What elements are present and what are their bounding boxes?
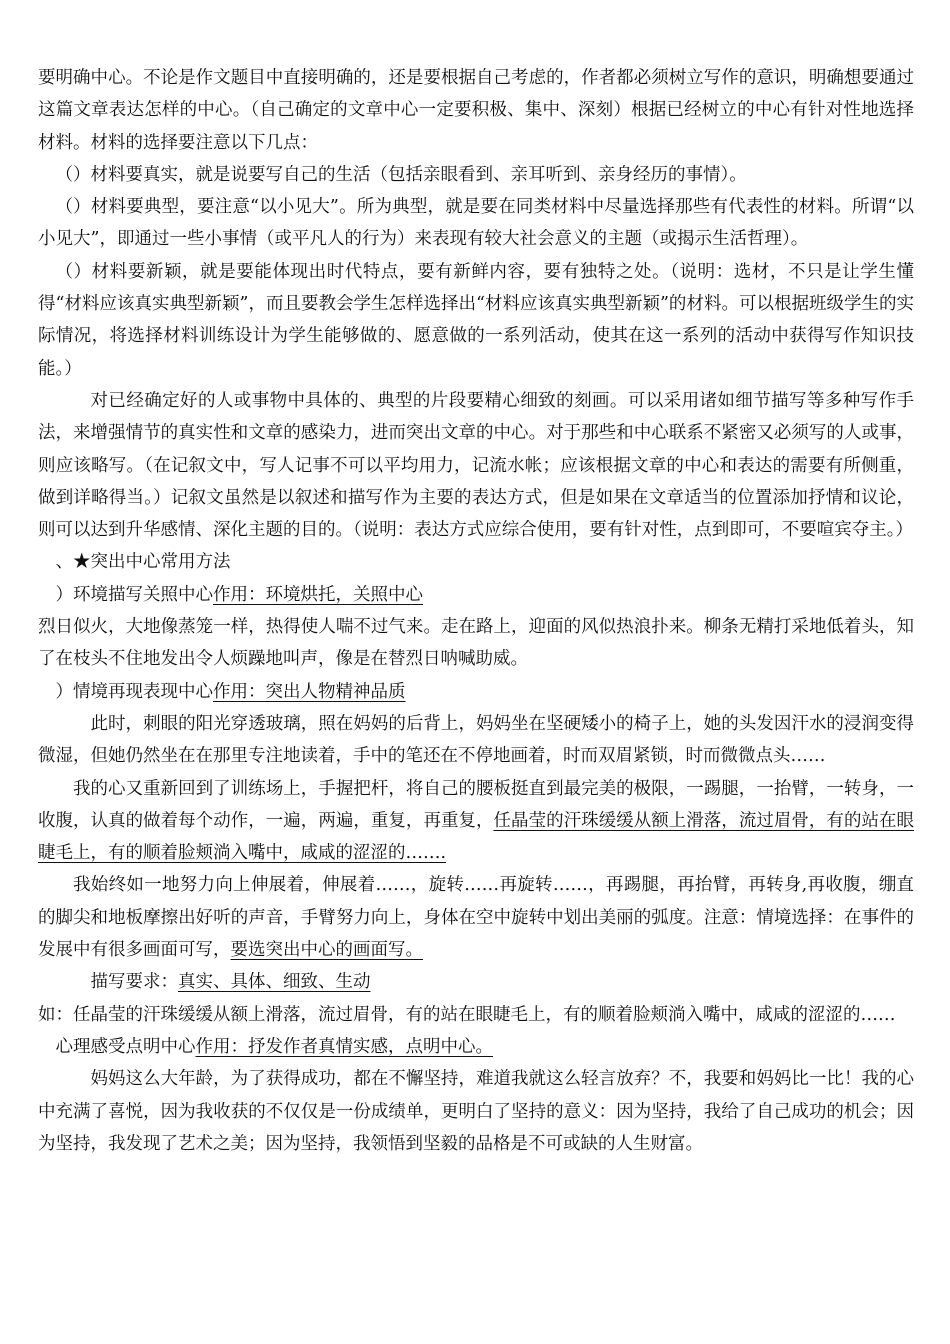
subheading-function-underlined: 作用：抒发作者真情实感，点明中心。 [195, 1036, 493, 1057]
subheading-text: ）情境再现表现中心 [55, 681, 213, 702]
subheading-psychology [38, 1031, 914, 1063]
example-training [38, 773, 914, 870]
paragraph-material-real: （）材料要真实，就是说要写自己的生活（包括亲眼看到、亲耳听到、亲身经历的事情）。 [55, 164, 747, 185]
subheading-situation [38, 676, 914, 708]
example-persistence: 妈妈这么大年龄，为了获得成功，都在不懈坚持，难道我就这么轻言放弃？不，我要和妈妈比一比！我的心中充满了喜悦，因为我收获的不仅仅是一份成绩单，更明白了坚持的意义：因为坚持，我给了自己成功的机会；因为坚持，我发现了艺术之美；因为坚持，我领悟到坚毅的品格是不可或缺的人生财富。 [38, 1069, 914, 1154]
underlined-text: 真实、具体、细致、生动 [178, 972, 371, 993]
document-page [38, 62, 914, 1160]
example-mother-reading: 此时，刺眼的阳光穿透玻璃，照在妈妈的后背上，妈妈坐在坚硬矮小的椅子上，她的头发因汗水的浸润变得微湿，但她仍然坐在在那里专注地读着，手中的笔还在不停地画着，时而双眉紧锁，时而微微点头…… [38, 713, 914, 767]
subheading-function-underlined: 作用：突出人物精神品质 [213, 681, 406, 702]
label-text: 描写要求： [90, 972, 178, 993]
subheading-environment [38, 579, 914, 611]
example-environment: 烈日似火，大地像蒸笼一样，热得使人喘不过气来。走在路上，迎面的风似热浪扑来。柳条无精打采地低着头，知了在枝头不住地发出令人烦躁地叫声，像是在替烈日呐喊助威。 [38, 617, 914, 670]
paragraph-material-novel: （）材料要新颖，就是要能体现出时代特点，要有新鲜内容，要有独特之处。（说明：选材，不只是让学生懂得“材料应该真实典型新颖”，而且要教会学生怎样选择出“材料应该真实典型新颖”的材料。可以根据班级学生的实际情况，将选择材料训练设计为学生能够做的、愿意做的一系列活动，使其在这一系列的活动中获得写作知识技能。） [38, 261, 914, 379]
description-requirements [38, 966, 914, 998]
paragraph-central-idea: 要明确中心。不论是作文题目中直接明确的，还是要根据自己考虑的，作者都必须树立写作的意识，明确想要通过这篇文章表达怎样的中心。（自己确定的文章中心一定要积极、集中、深刻）根据已经树立的中心有针对性地选择材料。材料的选择要注意以下几点： [38, 68, 914, 153]
underlined-text: 要选突出中心的画面写。 [230, 940, 423, 961]
example-stretching [38, 869, 914, 966]
subheading-text: ）环境描写关照中心 [55, 584, 213, 605]
subheading-text: 心理感受点明中心 [55, 1036, 196, 1057]
example-sweat: 如：任晶莹的汗珠缓缓从额上滑落，流过眉骨，有的站在眼睫毛上，有的顺着脸颊淌入嘴中，咸咸的涩涩的…… [38, 1004, 896, 1025]
underlined-text: 任晶莹的汗珠缓缓从额上滑落，流过眉骨，有的站在眼睫毛上，有的顺着脸颊淌入嘴中，咸咸的涩涩的……. [38, 810, 914, 864]
subheading-function-underlined: 作用：环境烘托，关照中心 [213, 584, 423, 605]
paragraph-detail-writing: 对已经确定好的人或事物中具体的、典型的片段要精心细致的刻画。可以采用诸如细节描写等多种写作手法，来增强情节的真实性和文章的感染力，进而突出文章的中心。对于那些和中心联系不紧密又必须写的人或事，则应该略写。（在记叙文中，写人记事不可以平均用力，记流水帐；应该根据文章的中心和表达的需要有所侧重，做到详略得当。）记叙文虽然是以叙述和描写作为主要的表达方式，但是如果在文章适当的位置添加抒情和议论，则可以达到升华感情、深化主题的目的。（说明：表达方式应综合使用，要有针对性，点到即可，不要喧宾夺主。） [38, 390, 914, 541]
paragraph-text: 我始终如一地努力向上伸展着，伸展着……，旋转……再旋转……，再踢腿，再抬臂，再转身,再收腹，绷直的脚尖和地板摩擦出好听的声音，手臂努力向上，身体在空中旋转中划出美丽的弧度。注意：情境选择：在事件的发展中有很多画面可写， [38, 875, 914, 961]
paragraph-text: 我的心又重新回到了训练场上，手握把杆，将自己的腰板挺直到最完美的极限，一踢腿，一抬臂，一转身，一收腹，认真的做着每个动作，一遍，两遍，重复，再重复， [38, 778, 914, 831]
paragraph-material-typical: （）材料要典型，要注意“以小见大”。所为典型，就是要在同类材料中尽量选择那些有代表性的材料。所谓“以小见大”，即通过一些小事情（或平凡人的行为）来表现有较大社会意义的主题（或揭示生活哲理）。 [38, 197, 914, 250]
section-heading-methods: 、★突出中心常用方法 [55, 552, 231, 573]
